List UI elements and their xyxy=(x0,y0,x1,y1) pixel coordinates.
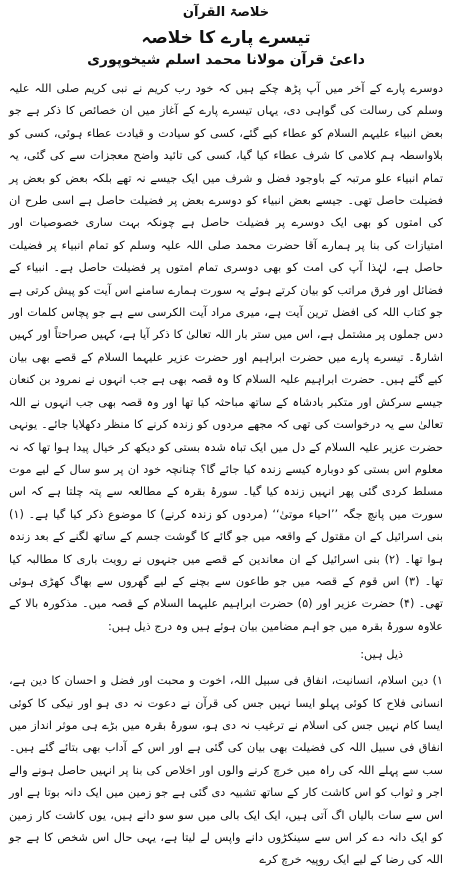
article-author: داعیٔ قرآن مولانا محمد اسلم شیخوپوری xyxy=(87,52,365,68)
list-item: ۱) دین اسلام، انسانیت، انفاق فی سبیل اللہ، اخوت و محبت اور فضل و احسان کا دین ہے، انسانی فلاح کا کوئی پہلو ایسا نہیں جس کی قرآن نے دعوت نہ دی ہو اور نیکی کا کوئی ایسا کام نہیں جس کی اسلام نے ترغیب نہ دی ہو، سورۂ بقرہ میں بڑے ہی موثر انداز میں انفاق فی سبیل اللہ کی فضیلت بھی بیان کی گئی ہے اور اس کے آداب بھی بتائے گئے ہیں۔ سب سے پہلے اللہ کی راہ میں خرچ کرنے والوں اور اخلاص کی بنا پر انہیں حاصل ہونے والے اجر و ثواب کو اس کاشت کار کے ساتھ تشبیہ دی گئی ہے جو زمین میں ایک دانہ بوتا ہے اور اس سے سات بالیاں اگ آتی ہیں، ایک ایک بالی میں سو سو دانے ہیں، یوں کاشت کار زمین کو ایک دانہ دے کر اس سے سینکڑوں دانے واپس لے لیتا ہے، یہی حال اس شخص کا ہے جو اللہ کی رضا کے لیے ایک روپیہ خرچ کرے xyxy=(9,674,443,867)
list-heading: ذیل ہیں: xyxy=(360,648,403,662)
article-title: تیسرے پارے کا خلاصہ xyxy=(141,28,311,48)
page-header-title: خلاصۃ القرآن xyxy=(182,5,270,20)
article-paragraph: دوسرے پارے کے آخر میں آپ پڑھ چکے ہیں کہ خود رب کریم نے نبی کریم صلی اللہ علیہ وسلم کی رسالت کی گواہی دی، یہاں تیسرے پارے کے آغاز میں ان خصائص کا ذکر ہے جو بعض انبیاء علیہم السلام کو عطاء کیے گئے، کسی کو سیادت و قیادت عطاء ہوئی، کسی کو بلاواسطہ ہم کلامی کا شرف عطاء کیا گیا، کسی کی تائید واضح معجزات سے کی گئی، یہ تمام انبیاء علو مرتبہ کے باوجود فضل و شرف میں ایک جیسے نہ تھے بلکہ بعض کو بعض پر فضیلت حاصل تھی۔ جیسے بعض انبیاء کو دوسرے بعض پر فضیلت حاصل ہے اسی طرح ان کی امتوں کو بھی ایک دوسرے پر فضیلت حاصل ہے چونکہ بہت ساری خصوصیات اور امتیازات کی بنا پر ہمارے آقا حضرت محمد صلی اللہ علیہ وسلم کو تمام انبیاء پر فضیلت حاصل ہے، لہٰذا آپ کی امت کو بھی دوسری تمام امتوں پر فضیلت حاصل ہے۔ انبیاء کے فضائل اور فرق مراتب کو بیان کرتے ہوئے یہ سورت ہمارے سامنے اس آیت کو پیش کرتی ہے جو کتاب اللہ کی افضل ترین آیت ہے، میری مراد آیت الکرسی سے ہے جو پچاس کلمات اور دس جملوں پر مشتمل ہے، اس میں ستر بار اللہ تعالیٰ کا ذکر آیا ہے، کہیں صراحتاً اور کہیں اشارۃً۔ تیسرے پارے میں حضرت ابراہیم اور حضرت عزیر علیہما السلام کے قصے بھی بیان کیے گئے ہیں۔ حضرت ابراہیم علیہ السلام کا وہ قصہ بھی ہے جب انہوں نے نمرود بن کنعان جیسے سرکش اور متکبر بادشاہ کے ساتھ مباحثہ کیا تھا اور وہ قصہ بھی جب انہوں نے اللہ تعالیٰ سے یہ درخواست کی تھی کہ مجھے مردوں کو زندہ کرنے کا منظر دکھلایا جائے۔ یونہی حضرت عزیر علیہ السلام کے دل میں ایک تباہ شدہ بستی کو دیکھ کر خیال پیدا ہوا تھا کہ نہ معلوم اس بستی کو دوبارہ کیسے زندہ کیا جائے گا؟ چنانچہ خود ان پر سو سال کے لیے موت مسلط کردی گئی پھر انہیں زندہ کیا گیا۔ سورۂ بقرہ کے مطالعہ سے پتہ چلتا ہے کہ اس سورت میں پانچ جگہ ’’احیاء موتیٰ‘‘ (مردوں کو زندہ کرنے) کا موضوع ذکر کیا گیا ہے۔ (۱) بنی اسرائیل کے ان مقتول کے واقعہ میں جو گائے کا گوشت جسم کے ساتھ لگنے کے بعد زندہ ہوا تھا۔ (۲) بنی اسرائیل کے ان معاندین کے قصے میں جنہوں نے رویت باری کا مطالبہ کیا تھا۔ (۳) اس قوم کے قصہ میں جو طاعون سے بچنے کے لیے گھروں سے بھاگ کھڑی ہوئی تھی۔ (۴) حضرت عزیر اور (۵) حضرت ابراہیم علیہما السلام کے قصہ میں۔ مذکورہ بالا کے علاوہ سورۂ بقرہ میں جو اہم مضامین بیان ہوئے ہیں وہ درج ذیل ہیں: xyxy=(9,82,443,633)
